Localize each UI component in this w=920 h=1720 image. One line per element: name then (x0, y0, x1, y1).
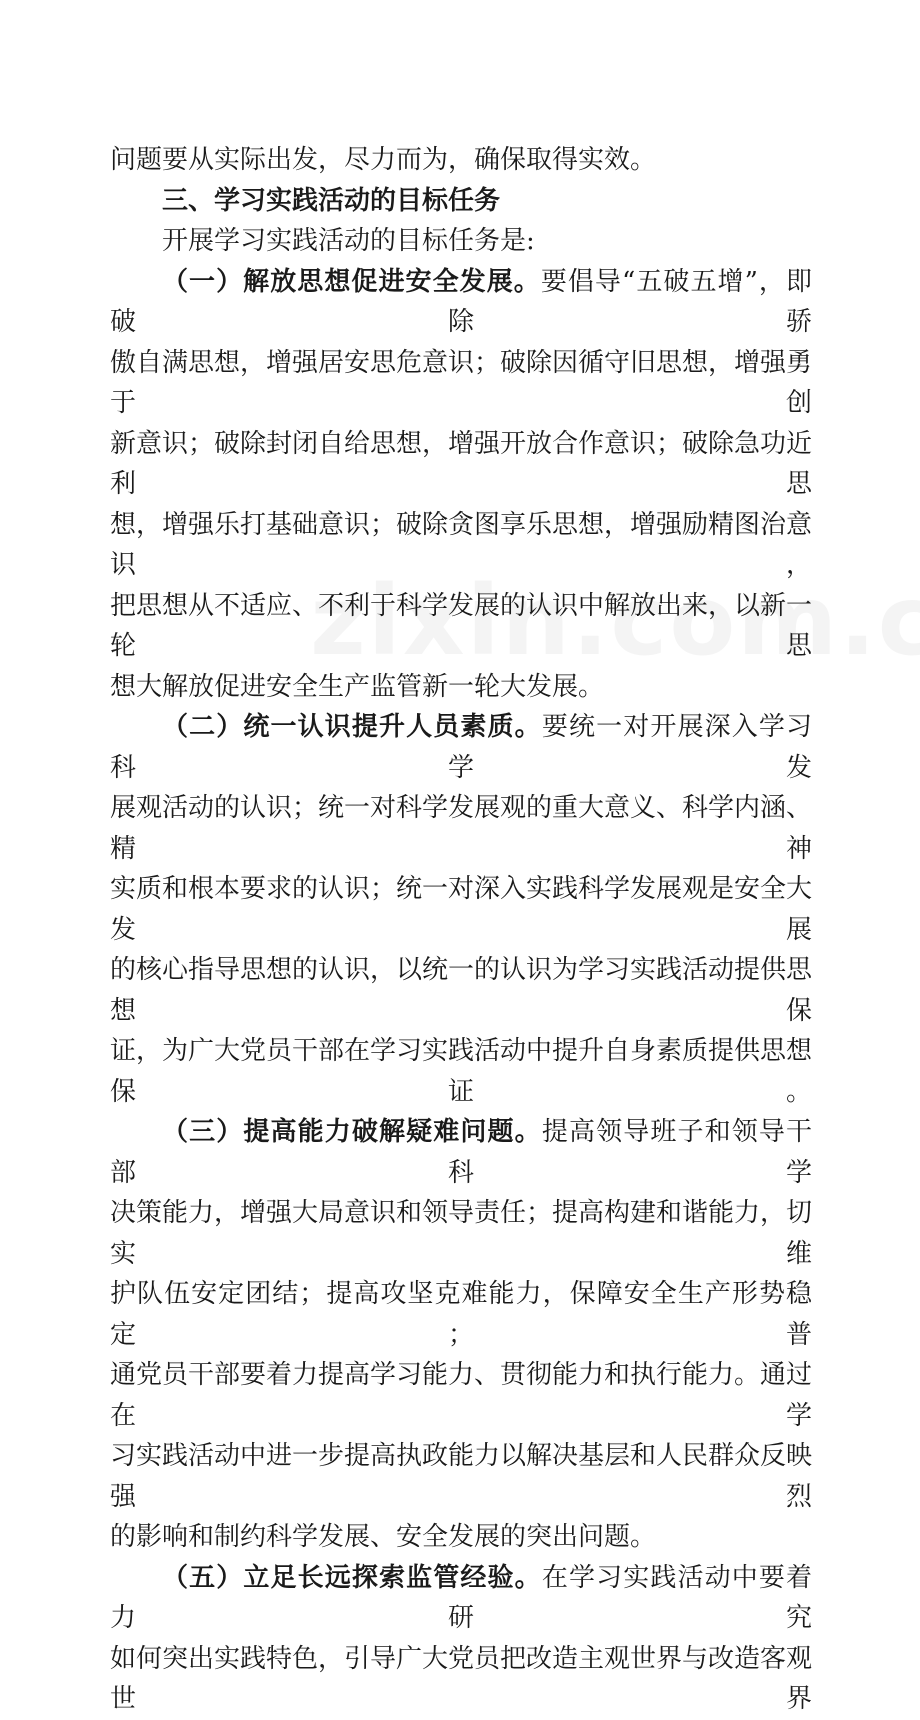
text-line: 通党员干部要着力提高学习能力、贯彻能力和执行能力。通过在学 (110, 1360, 813, 1431)
paragraph-2-lead: （二）统一认识提升人员素质。 (162, 712, 542, 742)
paragraph-3-lead: （三）提高能力破解疑难问题。 (162, 1117, 542, 1147)
text-line: 问题要从实际出发，尽力而为，确保取得实效。 (110, 145, 657, 175)
text-line: 想大解放促进安全生产监管新一轮大发展。 (110, 671, 605, 702)
section-heading: 三、学习实践活动的目标任务 (162, 185, 501, 216)
paragraph-1-first-line (110, 262, 812, 343)
text-line: 证，为广大党员干部在学习实践活动中提升自身素质提供思想保证。 (110, 1036, 813, 1107)
paragraph-3-text: 提高领导班子和领导干部科学 (110, 1117, 812, 1188)
paragraph-3-first-line (110, 1112, 812, 1193)
paragraph-4-lead: （五）立足长远探索监管经验。 (162, 1562, 542, 1593)
text-line: 新意识；破除封闭自给思想，增强开放合作意识；破除急功近利思 (110, 428, 813, 499)
paragraph-4-first-line (110, 1558, 812, 1639)
text-line: 展观活动的认识；统一对科学发展观的重大意义、科学内涵、精神 (110, 793, 813, 864)
paragraph-2-text: 要统一对开展深入学习科学发 (110, 712, 812, 783)
text-line: 想，增强乐打基础意识；破除贪图享乐思想，增强励精图治意识， (110, 509, 813, 580)
paragraph-2-first-line (110, 707, 812, 788)
intro-line: 开展学习实践活动的目标任务是: (162, 226, 535, 256)
text-line: 把思想从不适应、不利于科学发展的认识中解放出来，以新一轮思 (110, 590, 813, 661)
paragraph-4-text: 在学习实践活动中要着力研究 (110, 1562, 812, 1633)
text-line: 的核心指导思想的认识，以统一的认识为学习实践活动提供思想保 (110, 955, 813, 1026)
text-line: 傲自满思想，增强居安思危意识；破除因循守旧思想，增强勇于创 (110, 347, 813, 418)
text-line: 如何突出实践特色，引导广大党员把改造主观世界与改造客观世界 (110, 1643, 813, 1714)
text-line: 习实践活动中进一步提高执政能力以解决基层和人民群众反映强烈 (110, 1441, 813, 1512)
document-page (110, 140, 812, 1720)
text-line: 实质和根本要求的认识；统一对深入实践科学发展观是安全大发展 (110, 874, 813, 945)
paragraph-1-text: 要倡导“五破五增”，即破除骄 (110, 266, 812, 337)
text-line: 的影响和制约科学发展、安全发展的突出问题。 (110, 1522, 657, 1552)
text-line: 决策能力，增强大局意识和领导责任；提高构建和谐能力，切实维 (110, 1198, 813, 1269)
paragraph-1-lead: （一）解放思想促进安全发展。 (162, 266, 541, 297)
text-line: 护队伍安定团结；提高攻坚克难能力，保障安全生产形势稳定；普 (110, 1279, 812, 1350)
